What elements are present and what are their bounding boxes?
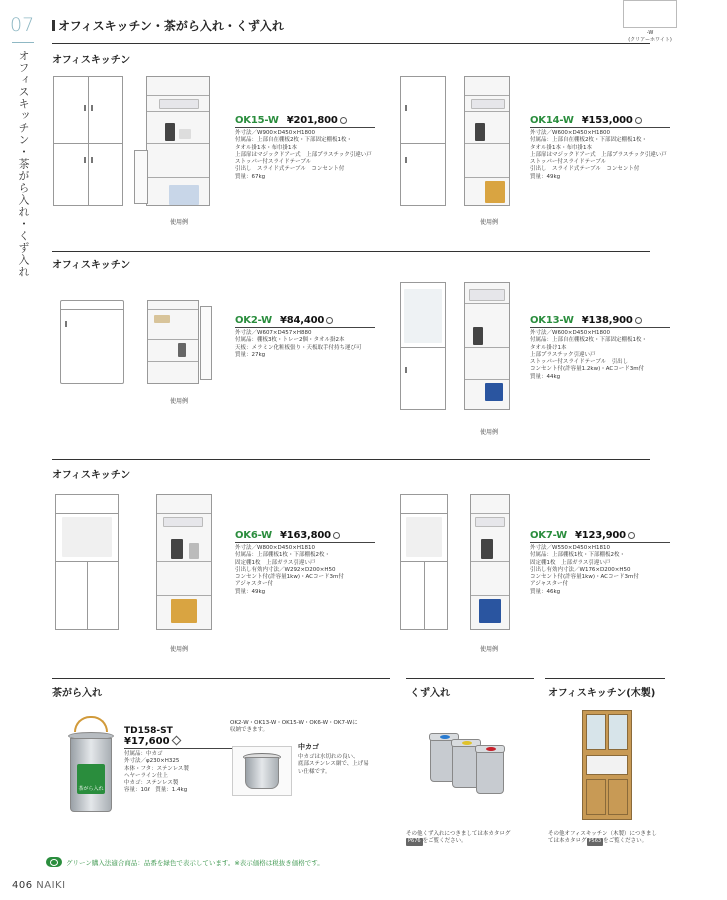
ok7-open-image: [470, 494, 510, 630]
ok13-model: [530, 315, 670, 326]
ok15-open-door: [134, 150, 148, 204]
diamond-icon: [171, 736, 181, 746]
ok2-open-image: [147, 300, 199, 384]
footer-note-text: グリーン購入法適合商品：品番を緑色で表示しています。※表示価格は税抜き価格です。: [66, 858, 324, 867]
ok7-closed-image: [400, 494, 448, 630]
brand-name: NAIKI: [36, 880, 66, 891]
example-caption-ok2: 使用例: [170, 398, 189, 405]
basket-title: 中カゴ: [298, 743, 319, 751]
section-rule-tea: [52, 678, 390, 679]
ok13-specs: 外寸法／W600×D450×H1800 付属品：上部自在棚板2枚・下部固定棚板1枚・ タオル掛け1本 上部プラスチック引違い戸 ストッパー付スライドテーブル 引出し コンセント付(許容量1.2kw)・ACコード3m付 質量：44kg: [530, 330, 648, 380]
green-purchase-icon: [46, 857, 62, 867]
ok14-rule: [530, 127, 670, 128]
td158-price-text: ¥17,600: [124, 736, 170, 747]
ok15-info: [235, 115, 375, 181]
section-title-2: オフィスキッチン: [52, 260, 131, 271]
ok13-closed-image: [400, 282, 446, 410]
ok14-closed-image: [400, 76, 446, 206]
page-title: [52, 17, 284, 34]
green-mark-icon: [340, 117, 347, 124]
td158-rule: [124, 748, 234, 749]
wood-kitchen-image: [582, 710, 632, 820]
ok7-price: ¥123,900: [574, 530, 626, 541]
ok13-code: OK13-W: [530, 315, 574, 326]
ok13-info: [530, 315, 670, 381]
ok6-info: [235, 530, 375, 596]
ok2-info: [235, 315, 375, 359]
section-title-wood: オフィスキッチン(木製): [548, 688, 656, 699]
ok15-model: [235, 115, 375, 126]
green-mark-icon: [333, 532, 340, 539]
tea-compat-note: OK2-W・OK13-W・OK15-W・OK6-W・OK7-Wに 収納できます。: [230, 720, 358, 734]
ok14-price: ¥153,000: [581, 115, 633, 126]
green-mark-icon: [635, 317, 642, 324]
ok2-price: ¥84,400: [279, 315, 325, 326]
ok13-rule: [530, 327, 670, 328]
ok2-closed-image: [60, 300, 124, 384]
ok15-closed-image: [53, 76, 123, 206]
ok2-model: [235, 315, 375, 326]
ok15-specs: 外寸法／W900×D450×H1800 付属品：上部自在棚板2枚・下部固定棚板1枚・ タオル掛1本・布巾掛1本 上部扉はマジックドアー式 上部プラスチック引違い戸 ストッパー付スライドテーブル 引出し スライド式テーブル コンセント付 質量：67kg: [235, 130, 372, 180]
ok6-code: OK6-W: [235, 530, 272, 541]
basket-desc: 中カゴは水切れの良い、 底部ステンレス網で、上げ易 い仕様です。: [298, 754, 369, 775]
ok6-price: ¥163,800: [279, 530, 331, 541]
catalog-page-button-trash[interactable]: P676: [408, 838, 421, 845]
example-caption-ok7: 使用例: [480, 646, 499, 653]
page-title-text: オフィスキッチン・茶がら入れ・くず入れ: [58, 19, 284, 33]
section-title-3: オフィスキッチン: [52, 470, 131, 481]
can-label: 茶がら入れ: [77, 764, 105, 794]
ok6-model: [235, 530, 375, 541]
ok13-price: ¥138,900: [581, 315, 633, 326]
ok7-code: OK7-W: [530, 530, 567, 541]
ok2-rule: [235, 327, 375, 328]
ok2-specs: 外寸法／W607×D457×H880 付属品：棚板3枚・トレー2個・タオル掛2本 天板：メラミン化粧板張り・天板取手付持ち運び可 質量：27kg: [235, 330, 362, 358]
section-rule-wood: [545, 678, 665, 679]
ok15-price: ¥201,800: [286, 115, 338, 126]
ok15-open-image: [146, 76, 210, 206]
chapter-rule: [12, 42, 34, 43]
ok15-code: OK15-W: [235, 115, 279, 126]
td158-code: TD158-ST: [124, 726, 173, 736]
section-rule-3: [52, 459, 650, 460]
green-mark-icon: [326, 317, 333, 324]
catalog-page-button-wood[interactable]: P563: [588, 838, 602, 845]
section-title-tea: 茶がら入れ: [52, 688, 102, 699]
can-handle: [74, 716, 108, 732]
footer-note: [46, 857, 324, 867]
ok7-specs: 外寸法／W550×D450×H1810 付属品：上部棚板1枚・下部棚板2枚・ 固定棚1枚 上部ガラス引違い戸 引出し有効内寸法／W176×D200×H50 コンセント付(許容量1kw)・ACコード3m付 アジャスター付 質量：46kg: [530, 545, 639, 595]
td158-info: [124, 726, 234, 795]
ok7-rule: [530, 542, 670, 543]
ok6-closed-image: [55, 494, 119, 630]
td158-price: [124, 736, 234, 747]
td158-specs: 付属品：中カゴ 外寸法／φ230×H325 本体・フタ：ステンレス製 ヘヤーライン仕上 中カゴ：ステンレス製 容量：10ℓ 質量：1.4kg: [124, 751, 189, 794]
ok14-model: [530, 115, 670, 126]
ok6-specs: 外寸法／W800×D450×H1810 付属品：上部棚板1枚・下部棚板2枚・ 固定棚1枚 上部ガラス引違い戸 引出し有効内寸法／W292×D200×H50 コンセント付(許容量1kw)・ACコード3m付 アジャスター付 質量：49kg: [235, 545, 344, 595]
vertical-title: オフィスキッチン・茶がら入れ・くず入れ: [17, 50, 30, 278]
example-caption-ok6: 使用例: [170, 646, 189, 653]
ok14-specs: 外寸法／W600×D450×H1800 付属品：上部自在棚板2枚・下部固定棚板1枚・ タオル掛1本・布巾掛1本 上部扉はマジックドアー式 上部プラスチック引違い戸 ストッパー付スライドテーブル 引出し スライド式テーブル コンセント付 質量：49kg: [530, 130, 667, 180]
basket-image: [232, 746, 292, 796]
ok14-info: [530, 115, 670, 181]
ok14-open-image: [464, 76, 510, 206]
green-mark-icon: [635, 117, 642, 124]
ok15-rule: [235, 127, 375, 128]
wood-note: その他オフィスキッチン（木製）につきまし ては本カタログ P563 をご覧ください。: [548, 831, 657, 845]
section-title-trash: くず入れ: [410, 688, 450, 699]
trash-note: その他くず入れにつきましては本カタログ P676 をご覧ください。: [406, 831, 511, 845]
trash-bins-image: [420, 726, 530, 806]
ok2-code: OK2-W: [235, 315, 272, 326]
title-marker: [52, 20, 55, 31]
section-title-1: オフィスキッチン: [52, 55, 131, 66]
section-rule-2: [52, 251, 650, 252]
color-swatch: [623, 0, 677, 28]
ok14-code: OK14-W: [530, 115, 574, 126]
example-caption-ok13: 使用例: [480, 429, 499, 436]
example-caption-ok15: 使用例: [170, 219, 189, 226]
chapter-number: 07: [10, 14, 35, 36]
ok13-open-image: [464, 282, 510, 410]
ok6-rule: [235, 542, 375, 543]
swatch-note: -W (クリアーホワイト): [628, 30, 672, 43]
ok7-model: [530, 530, 670, 541]
ok2-open-door: [200, 306, 212, 380]
tea-can-image: [66, 716, 116, 816]
green-mark-icon: [628, 532, 635, 539]
example-caption-ok14: 使用例: [480, 219, 499, 226]
page-number: 406 NAIKI: [12, 880, 66, 891]
header-rule: [52, 43, 650, 44]
section-rule-trash: [406, 678, 534, 679]
ok6-open-image: [156, 494, 212, 630]
ok7-info: [530, 530, 670, 596]
